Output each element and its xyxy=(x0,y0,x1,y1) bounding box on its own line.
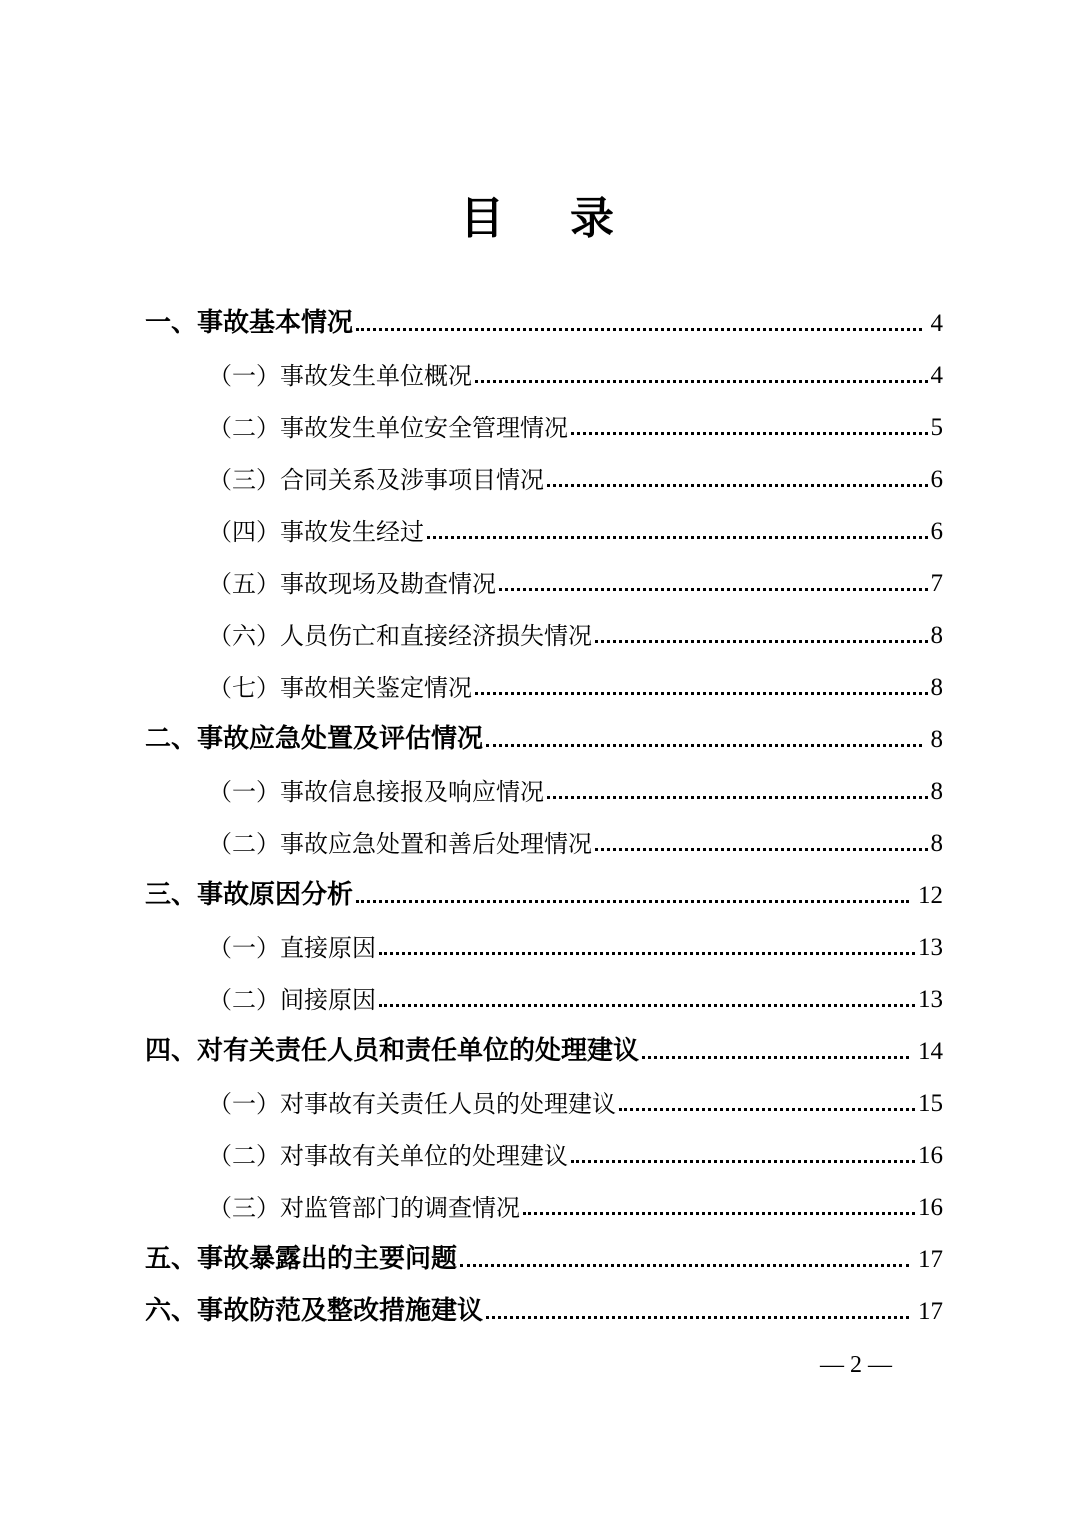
toc-title-char-2: 录 xyxy=(570,193,614,244)
toc-entry-page: 6 xyxy=(930,466,943,493)
toc-entry[interactable] xyxy=(208,456,943,492)
leader-dots xyxy=(523,1212,915,1215)
toc-entry-page: 8 xyxy=(930,622,943,649)
toc-entry-page: 4 xyxy=(930,310,943,337)
toc-entry[interactable] xyxy=(208,612,943,648)
toc-entry[interactable] xyxy=(208,768,943,804)
leader-dots xyxy=(379,952,915,955)
toc-entry-label: （七）事故相关鉴定情况 xyxy=(208,674,472,702)
toc-entry[interactable] xyxy=(208,924,943,960)
toc-entry-label: 六、事故防范及整改措施建议 xyxy=(145,1296,484,1326)
toc-entry-label: （二）间接原因 xyxy=(208,986,376,1014)
toc-entry-label: （一）对事故有关责任人员的处理建议 xyxy=(208,1090,616,1118)
leader-dots xyxy=(486,1316,909,1319)
toc-entry[interactable] xyxy=(145,1028,943,1064)
toc-entry[interactable] xyxy=(208,1080,943,1116)
leader-dots xyxy=(595,848,928,851)
toc-entry-label: （二）事故发生单位安全管理情况 xyxy=(208,414,568,442)
toc-entry-label: 一、事故基本情况 xyxy=(145,308,354,338)
toc-entry-page: 16 xyxy=(918,1194,943,1221)
leader-dots xyxy=(547,796,928,799)
toc-entry-page: 8 xyxy=(930,778,943,805)
toc-entry-page: 7 xyxy=(930,570,943,597)
toc-entry[interactable] xyxy=(208,404,943,440)
toc-entry[interactable] xyxy=(208,352,943,388)
toc-entry[interactable] xyxy=(208,1132,943,1168)
toc-entry-page: 17 xyxy=(918,1246,943,1273)
toc-entry-label: 三、事故原因分析 xyxy=(145,880,354,910)
leader-dots xyxy=(486,744,921,747)
leader-dots xyxy=(499,588,928,591)
toc-entry-label: 五、事故暴露出的主要问题 xyxy=(145,1244,458,1274)
leader-dots xyxy=(356,328,921,331)
leader-dots xyxy=(571,1160,915,1163)
toc-entry-label: 四、对有关责任人员和责任单位的处理建议 xyxy=(145,1036,640,1066)
toc-entry-page: 17 xyxy=(918,1298,943,1325)
toc-entry-label: （一）事故发生单位概况 xyxy=(208,362,472,390)
toc-entry-label: （五）事故现场及勘查情况 xyxy=(208,570,496,598)
leader-dots xyxy=(356,900,909,903)
toc-entry-label: （六）人员伤亡和直接经济损失情况 xyxy=(208,622,592,650)
toc-entry[interactable] xyxy=(208,976,943,1012)
toc-entry-page: 8 xyxy=(930,830,943,857)
toc-entry-page: 13 xyxy=(918,986,943,1013)
toc-entry[interactable] xyxy=(145,1288,943,1324)
toc-entry-page: 14 xyxy=(918,1038,943,1065)
toc-entry-label: （二）对事故有关单位的处理建议 xyxy=(208,1142,568,1170)
leader-dots xyxy=(427,536,928,539)
leader-dots xyxy=(619,1108,915,1111)
toc-entry-label: （二）事故应急处置和善后处理情况 xyxy=(208,830,592,858)
toc-entry-label: （三）对监管部门的调查情况 xyxy=(208,1194,520,1222)
leader-dots xyxy=(642,1056,909,1059)
toc-entry-page: 12 xyxy=(918,882,943,909)
toc-entry-label: （四）事故发生经过 xyxy=(208,518,424,546)
toc-entry[interactable] xyxy=(145,1236,943,1272)
toc-entry[interactable] xyxy=(145,872,943,908)
toc-entry[interactable] xyxy=(145,716,943,752)
leader-dots xyxy=(379,1004,915,1007)
toc-entry-page: 5 xyxy=(930,414,943,441)
toc-entry-page: 4 xyxy=(930,362,943,389)
leader-dots xyxy=(547,484,928,487)
leader-dots xyxy=(475,692,928,695)
toc-entry-label: 二、事故应急处置及评估情况 xyxy=(145,724,484,754)
toc-entry[interactable] xyxy=(145,300,943,336)
toc-entry-page: 15 xyxy=(918,1090,943,1117)
toc-entry-page: 13 xyxy=(918,934,943,961)
leader-dots xyxy=(475,380,928,383)
page-number: — 2 — xyxy=(820,1352,892,1378)
toc-entry[interactable] xyxy=(208,508,943,544)
toc-entry[interactable] xyxy=(208,664,943,700)
toc-entry-label: （三）合同关系及涉事项目情况 xyxy=(208,466,544,494)
leader-dots xyxy=(571,432,928,435)
toc-entry-page: 6 xyxy=(930,518,943,545)
toc-entry[interactable] xyxy=(208,1184,943,1220)
toc-entry-page: 8 xyxy=(930,674,943,701)
toc-entry[interactable] xyxy=(208,820,943,856)
toc-entry-page: 16 xyxy=(918,1142,943,1169)
leader-dots xyxy=(595,640,928,643)
leader-dots xyxy=(460,1264,909,1267)
toc-entry-label: （一）事故信息接报及响应情况 xyxy=(208,778,544,806)
toc-entry-page: 8 xyxy=(930,726,943,753)
toc-entry-label: （一）直接原因 xyxy=(208,934,376,962)
toc-entry[interactable] xyxy=(208,560,943,596)
toc-title-char-1: 目 xyxy=(460,193,504,244)
